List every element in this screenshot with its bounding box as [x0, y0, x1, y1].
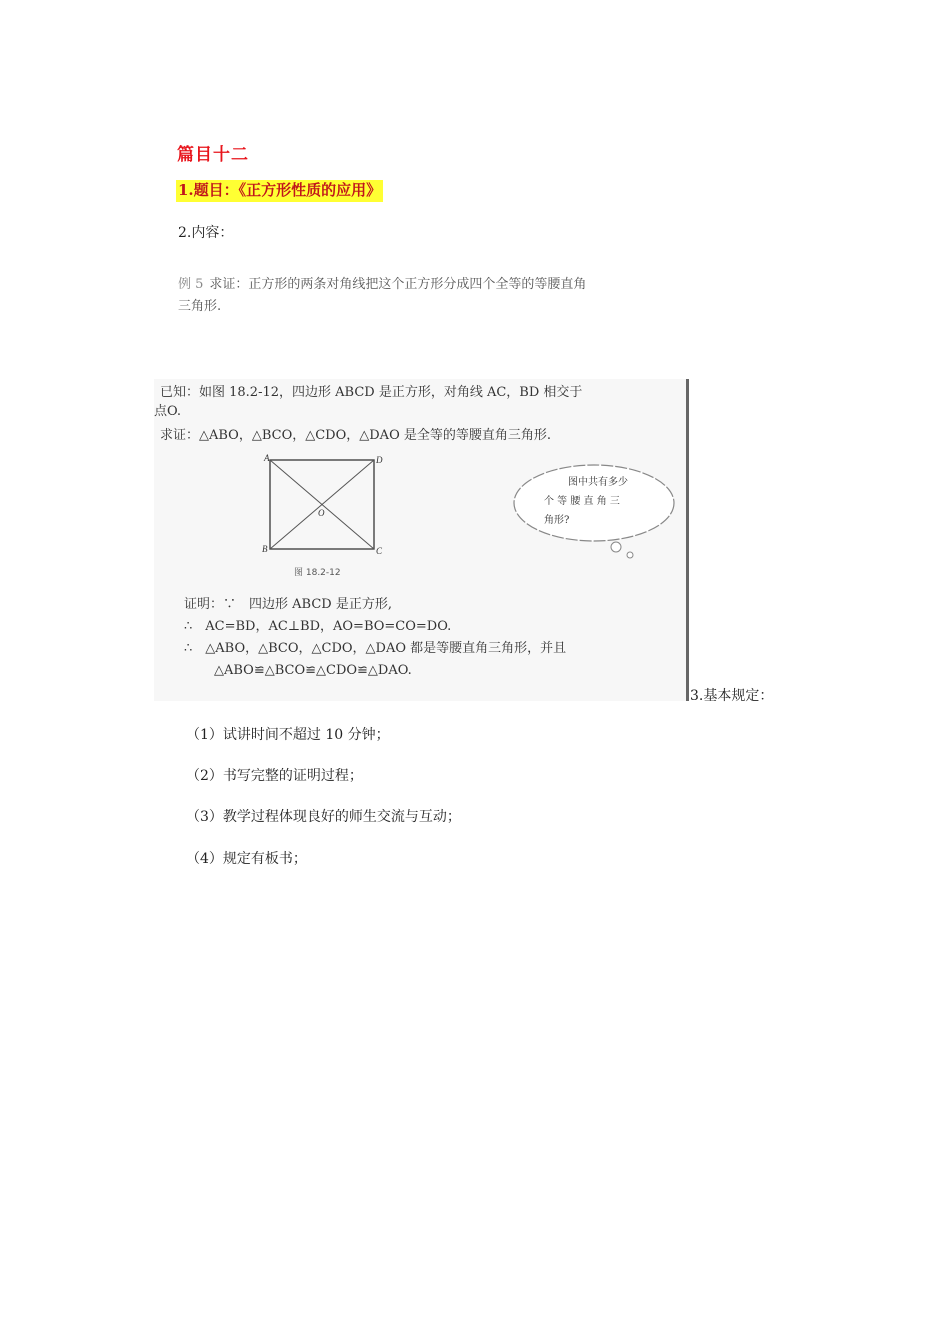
rule-item-3: （3）教学过程体现良好的师生交流与互动；	[186, 809, 461, 825]
proof-line-4: △ABO≌△BCO≌△CDO≌△DAO.	[214, 663, 412, 678]
example-statement	[178, 274, 688, 318]
center-o-label: O	[318, 508, 325, 518]
basic-rules-label: 3.基本规定：	[690, 688, 774, 704]
example-line-1	[178, 274, 688, 296]
bubble-line-1: 图中共有多少	[568, 477, 628, 488]
vertex-a-label: A	[264, 453, 270, 463]
square-figure	[254, 451, 394, 579]
vertex-b-label: B	[262, 544, 268, 554]
textbook-scan	[154, 379, 689, 701]
vertex-c-label: C	[376, 546, 383, 556]
example-line-2: 三角形.	[178, 299, 222, 314]
thought-bubble	[512, 459, 688, 559]
example-text-1: 求证：正方形的两条对角线把这个正方形分成四个全等的等腰直角	[209, 277, 587, 292]
example-number: 例 5	[178, 277, 204, 292]
given-line-2: 点O.	[154, 404, 182, 419]
content-label: 2.内容：	[178, 225, 234, 241]
proof-line-2: ∴ AC=BD，AC⊥BD，AO=BO=CO=DO.	[184, 619, 452, 634]
bubble-dot-2	[627, 552, 633, 558]
bubble-line-2: 个 等 腰 直 角 三	[544, 496, 620, 507]
given-line-1: 已知：如图 18.2-12，四边形 ABCD 是正方形，对角线 AC，BD 相交于	[160, 385, 583, 400]
prove-line: 求证：△ABO，△BCO，△CDO，△DAO 是全等的等腰直角三角形.	[160, 428, 551, 443]
rule-item-1: （1）试讲时间不超过 10 分钟；	[186, 727, 390, 743]
rule-item-2: （2）书写完整的证明过程；	[186, 768, 363, 784]
bubble-line-3: 角形?	[544, 515, 570, 526]
topic-title: 1.题目：《正方形性质的应用》	[176, 180, 383, 202]
rule-item-4: （4）规定有板书；	[186, 851, 307, 867]
figure-caption: 图 18.2-12	[294, 568, 341, 578]
bubble-dot-1	[611, 542, 621, 552]
proof-line-3: ∴ △ABO，△BCO，△CDO，△DAO 都是等腰直角三角形，并且	[184, 641, 567, 656]
section-heading: 篇目十二	[177, 145, 249, 165]
proof-line-1: 证明：∵ 四边形 ABCD 是正方形,	[184, 597, 392, 612]
vertex-d-label: D	[376, 455, 383, 465]
